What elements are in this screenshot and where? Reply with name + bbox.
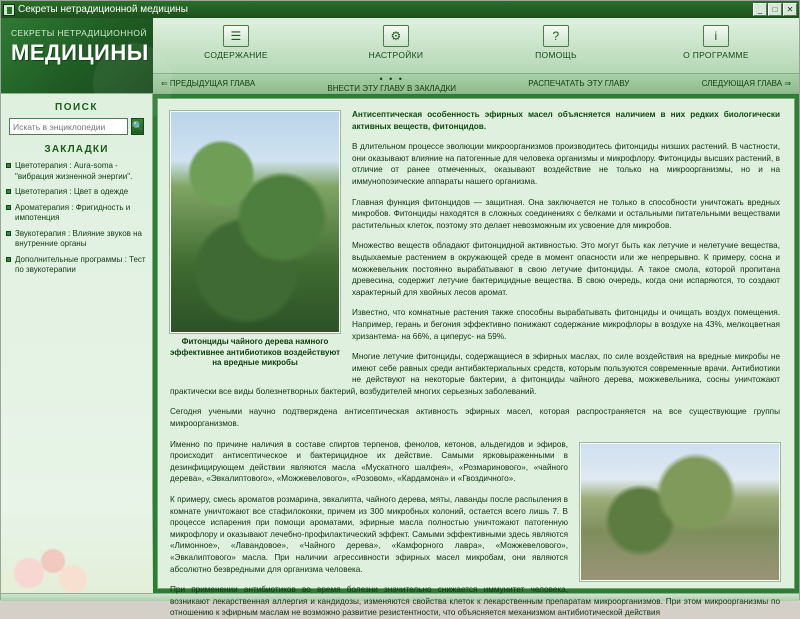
gear-icon xyxy=(383,25,409,47)
title-bar xyxy=(1,1,799,18)
bullet-icon xyxy=(6,205,11,210)
window-title: Секреты нетрадиционной медицины xyxy=(18,4,188,15)
settings-button[interactable] xyxy=(317,21,475,73)
body xyxy=(1,94,799,618)
list-item[interactable] xyxy=(6,161,147,182)
bullet-icon xyxy=(6,231,11,236)
logo-line-1: СЕКРЕТЫ НЕТРАДИЦИОННОЙ xyxy=(11,28,147,38)
bookmarks-list xyxy=(1,161,152,276)
bullet-icon xyxy=(6,257,11,262)
list-item[interactable] xyxy=(6,229,147,250)
article-paragraph: К примеру, смесь ароматов розмарина, эвкалипта, чайного дерева, мяты, лаванды после распыления в комнате уничтожают все стафилококки, причем из 300 микробных колоний, остается всего лишь 7. В процессе испарения при помощи ароматами, эфирные масла полностью уничтожают патогенную микрофлору и оказывают лечебно-профилактический эффект. Самыми эффективными здесь являются «Лимонное», «Лавандовое», «Чайного дерева», «Камфорного лавра», «Можжевелового», «Эвкалиптового» масла. При наличии агрессивности эфирных масел микробам, они являются абсолютно безвредными для организма человека. xyxy=(170,495,568,574)
bookmark-label: Звукотерапия : Влияние звуков на внутренние органы xyxy=(15,228,142,248)
list-item[interactable] xyxy=(6,203,147,224)
bookmark-label: Цветотерапия : Aura-soma - "вибрация жизненной энергии". xyxy=(15,161,133,181)
article-paragraph: При применении антибиотиков во время болезни значительно снижается иммунитет человека, возникают лекарственная аллергия и кандидозы, изменяются свойства клеток к лекарственным препаратам микроорганизмов. При этом микроорганизмы по отношению к эфирным маслам не возможно развитие резистентности, что объясняется механизмом антибиотической действия xyxy=(170,585,780,618)
add-bookmark-link[interactable]: ВНЕСТИ ЭТУ ГЛАВУ В ЗАКЛАДКИ xyxy=(327,84,457,93)
maximize-button[interactable]: □ xyxy=(768,3,782,16)
list-item[interactable] xyxy=(6,187,147,198)
article-paragraph: Сегодня учеными научно подтверждена антисептическая активность эфирных масел, которая распространяется на все существующие группы микроорганизмов. xyxy=(170,407,780,429)
tea-tree-photo xyxy=(170,111,340,333)
bullet-icon xyxy=(6,189,11,194)
tea-tree-caption: Фитонциды чайного дерева намного эффективнее антибиотиков воздействуют на вредные микробы xyxy=(170,337,340,367)
help-button-label: ПОМОЩЬ xyxy=(535,50,577,60)
bookmark-dots: • • • xyxy=(379,74,404,84)
minimize-button[interactable]: _ xyxy=(753,3,767,16)
next-chapter-link[interactable]: СЛЕДУЮЩАЯ ГЛАВА ⇒ xyxy=(701,79,792,88)
info-icon-glyph: i xyxy=(714,29,718,43)
toolbar-buttons xyxy=(153,18,799,73)
bookmark-label: Дополнительные программы : Тест по звукотерапии xyxy=(15,254,146,274)
about-button-label: О ПРОГРАММЕ xyxy=(683,50,749,60)
app-logo xyxy=(1,18,153,93)
article-paragraph: Главная функция фитонцидов — защитная. Она заключается не только в способности уничтожать вредных микробов. Фитонциды находятся в сложных соединениях с белками и остальными питательными веществами растительных клеток, поэтому это делает невозможным их усвоение для микробов. xyxy=(352,197,780,230)
article-paragraph: Именно по причине наличия в составе спиртов терпенов, фенолов, кетонов, альдегидов и эфиров, происходит антисептическое и бактерицидное их действие. Самыми ярковыраженными в дезинфицирующем действии являются масла «Мускатного шалфея», «Розмаринового», «чайного дерева», «Эвкалиптового», «Можжевелового», «Розовом», «Кардамона» и «Гвоздичного». xyxy=(170,439,568,484)
print-chapter-link[interactable]: РАСПЕЧАТАТЬ ЭТУ ГЛАВУ xyxy=(528,79,630,88)
article-paragraph: В длительном процессе эволюции микроорганизмов производитесь фитонциды низших растений. В частности, они оказывают влияние на патогенные для человека организмы и микрофлору. Фитонциды высших растений, в отличие от ранее отмеченных, оказывают воздействие не только на микроорганизмы, но и на иммунопоэические аппараты нашего организма. xyxy=(352,142,780,186)
tea-tree-figure xyxy=(170,111,340,369)
chapter-nav-bar xyxy=(153,73,799,93)
juniper-figure xyxy=(580,443,780,581)
toolbar xyxy=(153,18,799,93)
window-controls xyxy=(753,3,797,16)
list-icon xyxy=(223,25,249,47)
contents-button-label: СОДЕРЖАНИЕ xyxy=(204,50,268,60)
logo-line-2: МЕДИЦИНЫ xyxy=(11,40,149,65)
article-paragraph: Антисептическая особенность эфирных масел объясняется наличием в них редких биологически активных веществ, фитонцидов. xyxy=(352,110,780,131)
header-area xyxy=(1,18,799,94)
article-paragraph: Многие летучие фитонциды, содержащиеся в эфирных маслах, по силе воздействия на вредные микробы не имеют себе равных среди антибактериальных средств, которым пользуются современные врачи. Антибиотики не действуют на некоторые бактерии, а фитонциды чайного дерева, можжевельника, сосны уничтожают практически все виды болезнетворных бактерий, возбудителей многих серьезных заболеваний. xyxy=(170,352,780,396)
contents-button[interactable] xyxy=(157,21,315,73)
about-button[interactable] xyxy=(637,21,795,73)
question-icon-glyph: ? xyxy=(552,29,560,43)
bookmarks-title: ЗАКЛАДКИ xyxy=(44,144,109,155)
search-row xyxy=(1,118,152,135)
help-button[interactable] xyxy=(477,21,635,73)
article-body[interactable] xyxy=(157,98,795,618)
info-icon xyxy=(703,25,729,47)
decorative-flowers-image xyxy=(1,501,153,593)
question-icon xyxy=(543,25,569,47)
settings-button-label: НАСТРОЙКИ xyxy=(368,50,424,60)
juniper-photo xyxy=(580,443,780,581)
bullet-icon xyxy=(6,163,11,168)
gear-icon-glyph: ⚙ xyxy=(390,29,402,43)
bookmark-label: Цветотерапия : Цвет в одежде xyxy=(15,187,129,196)
prev-chapter-link[interactable]: ⇐ ПРЕДЫДУЩАЯ ГЛАВА xyxy=(161,79,256,88)
search-title: ПОИСК xyxy=(55,102,98,113)
book-icon xyxy=(3,4,15,16)
magnifier-icon[interactable]: 🔍 xyxy=(131,118,144,135)
bookmark-label: Ароматерапия : Фригидность и импотенция xyxy=(15,202,131,222)
search-input[interactable] xyxy=(9,118,128,135)
sidebar xyxy=(1,94,153,593)
list-item[interactable] xyxy=(6,255,147,276)
close-button[interactable]: ✕ xyxy=(783,3,797,16)
article-paragraph: Множество веществ обладают фитонцидной активностью. Это могут быть как летучие и нелетучие вещества, выдыхаемые растением в окружающей среде в момент опасности или же непрерывно. К примеру, сосна и можжевельник постоянно вырабатывают в свою летучие фитонциды. А такое смола, которой пропитана древесина, содержит летучие бактерицидные вещества. В свою очередь, когда они испаряются, то создают характерный для хвойных лесов аромат. xyxy=(352,241,780,297)
article-paragraph: Известно, что комнатные растения также способны вырабатывать фитонциды и очищать воздух помещения. Например, герань и бегония эффективно понижают содержание микрофлоры в воздухе на 43%, мелкоцветная хризантема- на 66%, а циперус- на 59%. xyxy=(352,308,780,341)
list-icon-glyph: ☰ xyxy=(230,29,242,43)
content-frame xyxy=(153,94,799,618)
